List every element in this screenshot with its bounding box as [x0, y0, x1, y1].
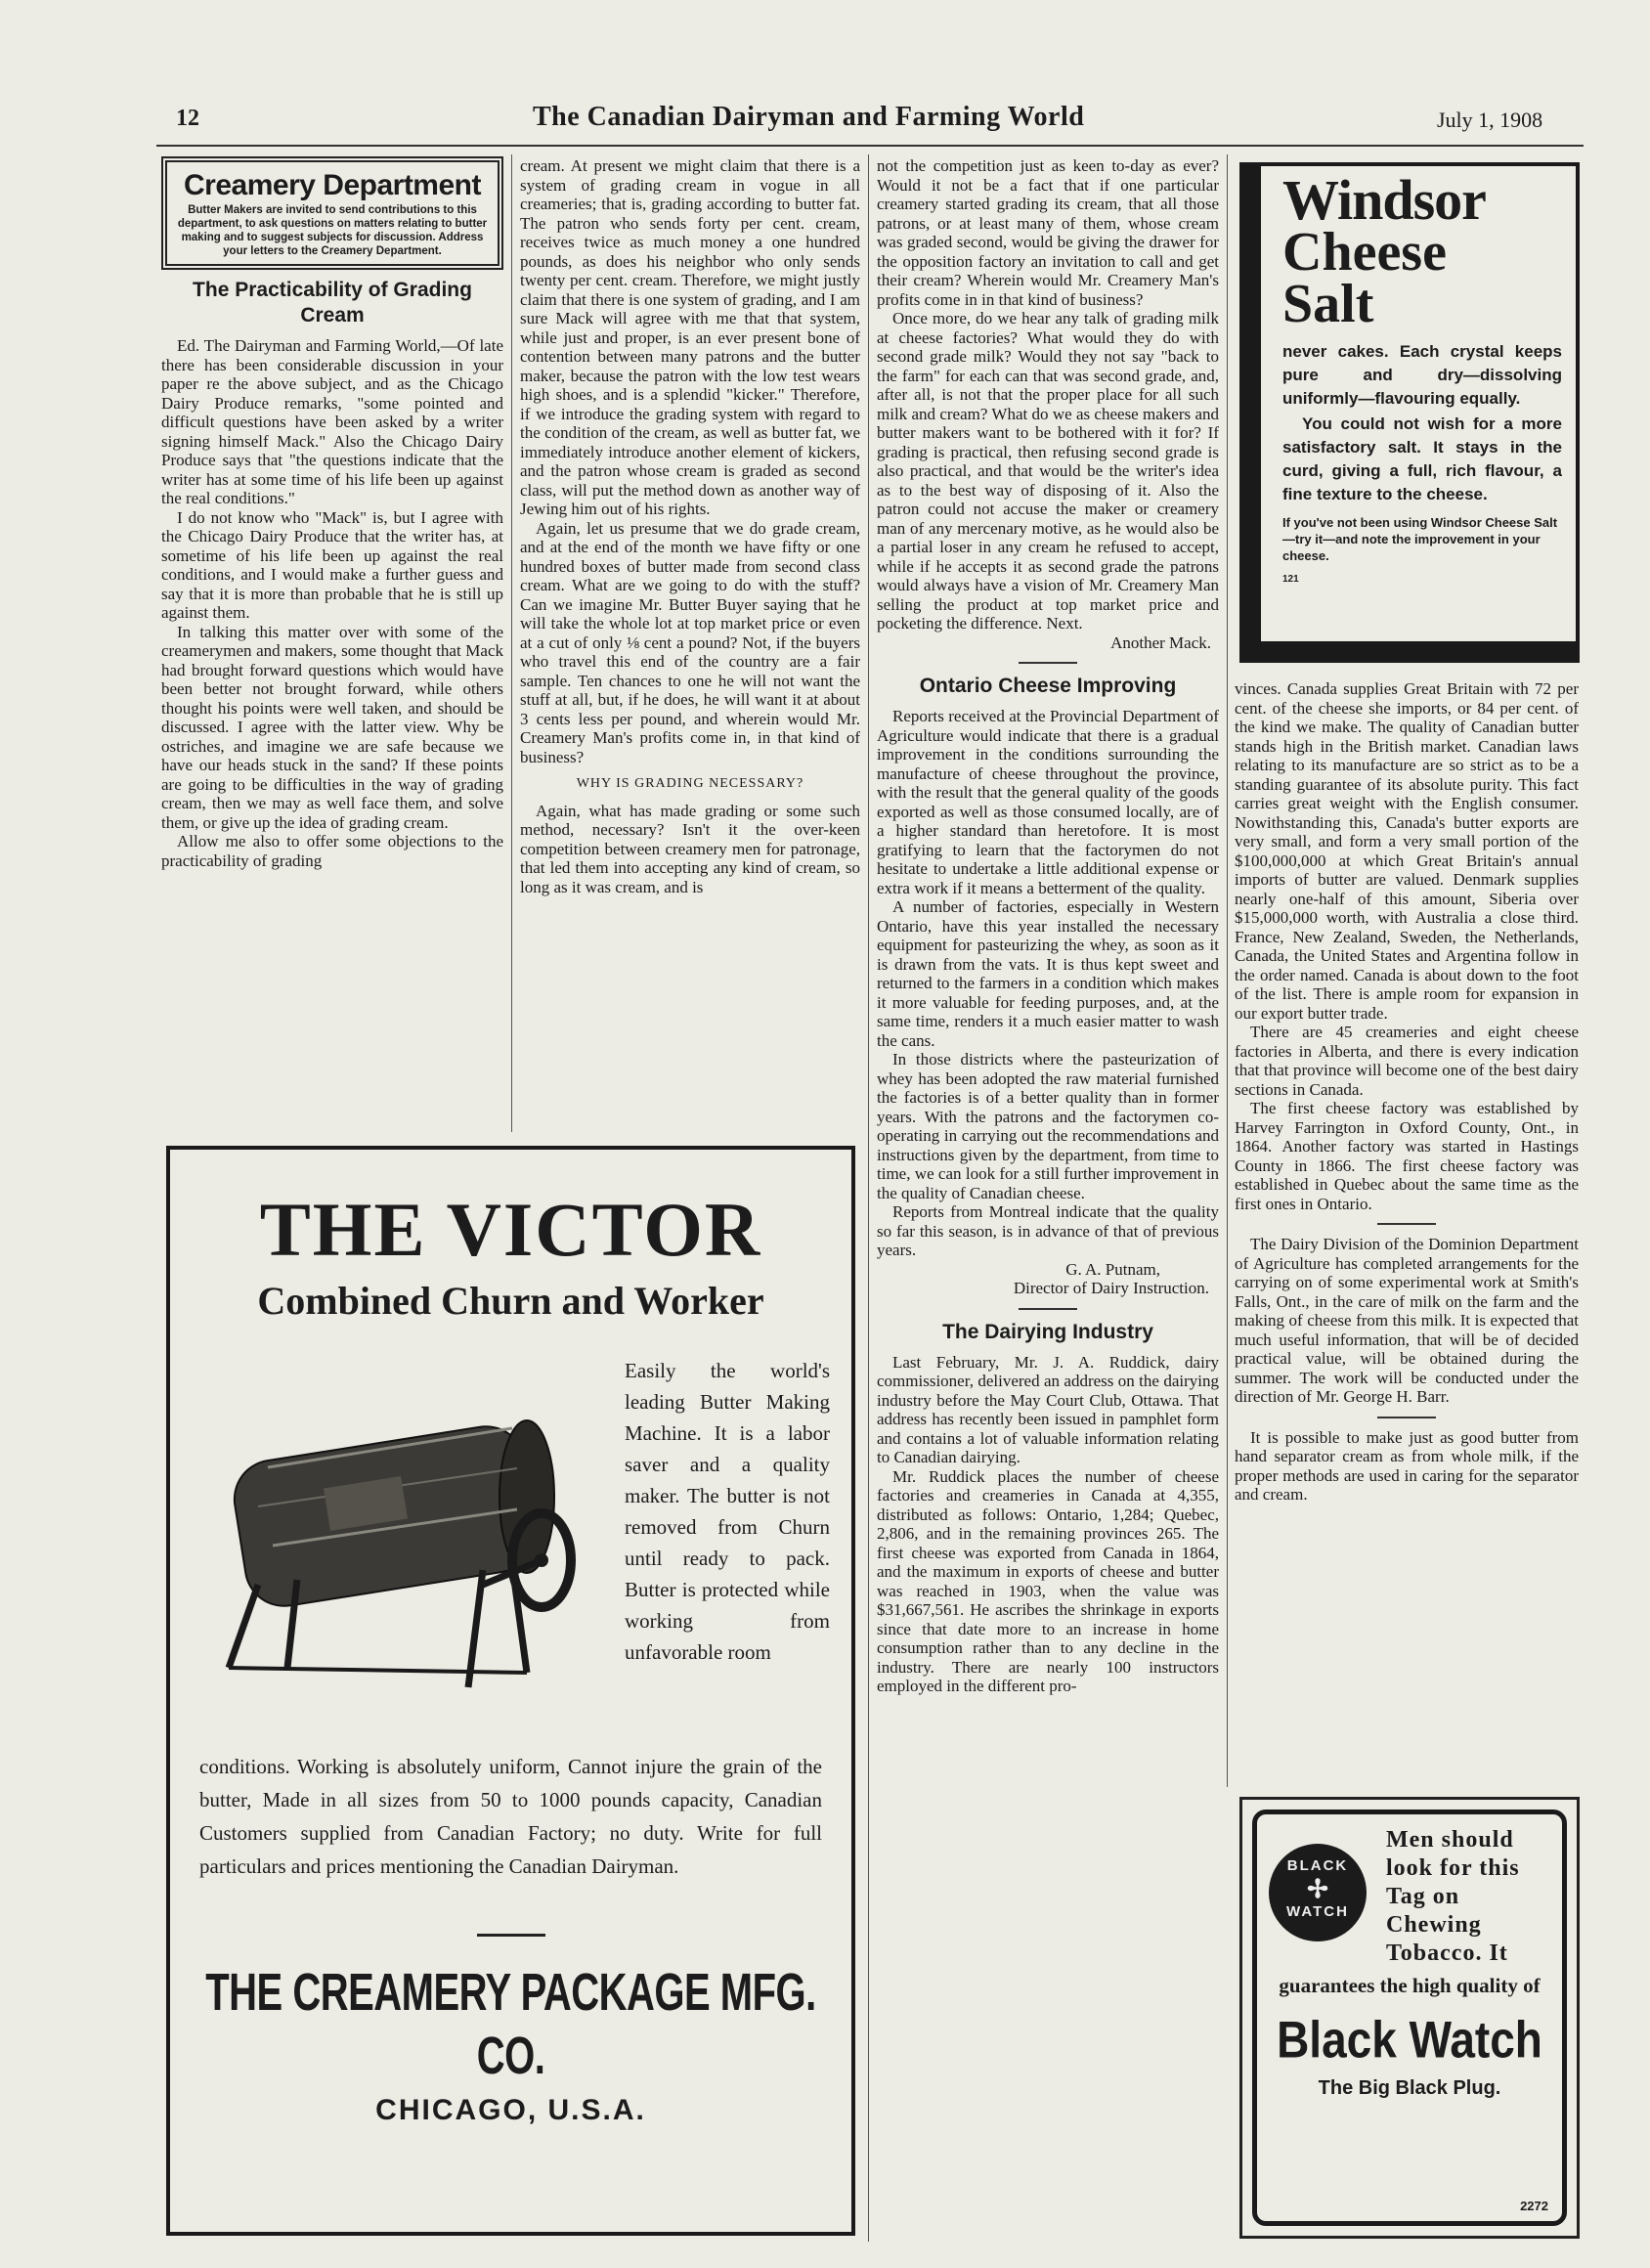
- churn-illustration: [190, 1374, 620, 1726]
- victor-body-copy: conditions. Working is absolutely uniform, Cannot injure the grain of the butter, Made in all sizes from 50 to 1000 pounds capacity, Canadian Customers supplied from Canadian Factory; no duty. Write for full particulars and prices mentioning the Canadian Dairyman.: [199, 1755, 822, 1878]
- black-watch-tag-icon: [1269, 1844, 1367, 1941]
- paragraph: The Dairy Division of the Dominion Department of Agriculture has completed arrangements for the carrying on of some experimental work at Smith's Falls, Ont., in the care of milk on the farm and the making of cheese from this milk. It is expected that much useful information, that will be of decided practical value, will be obtained during the summer. The work will be conducted under the direction of Mr. George H. Barr.: [1235, 1235, 1579, 1406]
- column-1: [161, 156, 503, 1129]
- victor-subtitle: Combined Churn and Worker: [257, 1279, 764, 1323]
- tag-text-top: BLACK: [1286, 1857, 1349, 1874]
- victor-title: THE VICTOR: [259, 1187, 762, 1272]
- page-number: 12: [176, 106, 199, 131]
- article-title: Ontario Cheese Improving: [919, 675, 1177, 697]
- black-watch-copy: Men should look for this Tag on Chewing Tobacco. It: [1386, 1827, 1520, 1966]
- black-watch-inner: [1252, 1810, 1567, 2226]
- victor-churn-ad: [166, 1146, 855, 2236]
- paragraph: There are 45 creameries and eight cheese factories in Alberta, and there is every indication that that province will become one of the best dairy sections in Canada.: [1235, 1023, 1579, 1099]
- paragraph: Once more, do we hear any talk of grading milk at cheese factories? What would they do with second grade milk? Would they not say "back to the farm" for each can that was second grade, and, after all, is not that the proper place for all such milk and cream? What do we as cheese makers and butter makers want to be bothered with it for? If grading is practical, then refusing second grade is also practical, and that would be the writer's idea as to the best way of disposing of it. Also the patron could not accuse the maker or creamery man of any mercenary motive, as he would also be a partial loser in any cream he refused to accept, while if he accepts it as second grade the patrons would always have a vision of Mr. Creamery Man selling the product at top market price and pocketing the difference. Next.: [877, 309, 1219, 632]
- column-divider: [1227, 154, 1228, 1787]
- divider-rule: [1377, 1223, 1436, 1225]
- department-title: Creamery Department: [184, 169, 481, 201]
- windsor-title: Windsor: [1282, 168, 1486, 232]
- victor-feature-block: [199, 1355, 830, 1736]
- paragraph: Ed. The Dairyman and Farming World,—Of late there has been considerable discussion in your paper re the above subject, and as the Chicago Dairy Produce remarks, "some pointed and difficult questions have been asked by a writer signing himself Mack." Also the Chicago Dairy Produce says that "the questions indicate that the writer has at some time of his life been up against the real conditions.": [161, 336, 503, 507]
- windsor-copy: never cakes. Each crystal keeps pure and dry—dissolving uniformly—flavouring equally.: [1282, 342, 1562, 408]
- signature-title: Director of Dairy Instruction.: [1013, 1279, 1209, 1297]
- column-divider: [868, 154, 869, 2242]
- tag-text-bottom: WATCH: [1286, 1903, 1349, 1920]
- issue-date: July 1, 1908: [1437, 108, 1543, 132]
- windsor-title-line3: Salt: [1282, 274, 1374, 334]
- divider-rule: [477, 1934, 545, 1937]
- paragraph: Reports received at the Provincial Department of Agriculture would indicate that there is a gradual improvement in the conditions surrounding the manufacture of cheese throughout the province, with the result that the general quality of the goods exported as well as those consumed locally, are of a higher standard than heretofore. It is most gratifying to learn that the factorymen do not hesitate to undertake a little additional expense or extra work if it means a betterment of the quality.: [877, 707, 1219, 897]
- divider-rule: [1019, 1308, 1077, 1310]
- divider-rule: [1019, 662, 1077, 664]
- paragraph: not the competition just as keen to-day as ever? Would it not be a fact that if one particular creamery started grading its cream, that all those patrons, or at least many of them, whose cream was graded second, would be giving the drawer for the opposition factory an invitation to call and get their cream? Wherein would Mr. Creamery Man's profits come in in that kind of business?: [877, 156, 1219, 309]
- paragraph: Mr. Ruddick places the number of cheese factories and creameries in Canada at 4,355, distributed as follows: Ontario, 1,284; Quebec, 2,806, and in the remaining provinces 265. The first cheese was exported from Canada in 1864, and the maximum in exports of cheese and butter was reached in 1903, when the value was $31,667,561. He ascribes the shrinkage in exports since that date more to an increase in home consumption rather than to any decline in the industry. There are nearly 100 instructors employed in the different pro-: [877, 1466, 1219, 1695]
- windsor-copy: You could not wish for a more satisfactory salt. It stays in the curd, giving a full, rich flavour, a fine texture to the cheese.: [1282, 414, 1562, 503]
- paragraph: In those districts where the pasteurization of whey has been adopted the raw material furnished the factories is of a better quality than in former years. With the patrons and the factorymen co-operating in carrying out the recommendations and instructions given by the department, from time to time, we can look for a still further improvement in the quality of Canadian cheese.: [877, 1050, 1219, 1202]
- tag-emblem: ✢: [1307, 1874, 1328, 1903]
- paragraph: I do not know who "Mack" is, but I agree with the Chicago Dairy Produce that the writer has, at sometime of his life been up against the real conditions, and I would make a further guess and say that it is more than probable that he is still up against them.: [161, 507, 503, 622]
- column-3: [877, 156, 1219, 2244]
- article-title: The Practicability of Grading Cream: [193, 279, 472, 327]
- column-divider: [511, 154, 512, 1132]
- paragraph: vinces. Canada supplies Great Britain with 72 per cent. of the cheese she imports, or 84 per cent. of the kind we make. The quality of Canadian butter stands high in the British market. Canadian laws relating to its manufacture are so strict as to be a standing guarantee of its absolute purity. This fact carries great weight with the English consumer. Nowithstanding this, Canada's butter exports are very small, and form a very small portion of the $100,000,000 at which Great Britain's annual imports of butter are valued. Denmark supplies nearly one-half of this amount, Siberia over $15,000,000 worth, with Australia a close third. France, New Zealand, Sweden, the Netherlands, Canada, the United States and Argentina follow in the order named. Canada is about down to the foot of the list. There is ample room for expansion in our export butter trade.: [1235, 679, 1579, 1023]
- paragraph: The first cheese factory was established by Harvey Farrington in Oxford County, Ont., in 1864. Another factory was started in Hastings County in 1866. The first cheese factory was established in Quebec about the same time as the first ones in Ontario.: [1235, 1099, 1579, 1213]
- paragraph: Allow me also to offer some objections to the practicability of grading: [161, 832, 503, 870]
- creamery-department-box: [161, 156, 503, 270]
- black-watch-guarantee: guarantees the high quality of: [1279, 1974, 1541, 1997]
- article-title: The Dairying Industry: [942, 1320, 1153, 1343]
- paragraph: Again, let us presume that we do grade cream, and at the end of the month we have fifty or one hundred boxes of butter made from second class cream. What are we going to do with the stuff? Can we imagine Mr. Butter Buyer saying that he will take the whole lot at top market price or even at a cut of only ⅛ cent a pound? Not, if the buyers who travel this end of the country are a fair sample. Ten chances to one he will not want the stuff at all, but, if he does, he will want it at about 3 cents less per pound, and wherein would Mr. Creamery Man's profits come in, in that kind of business?: [520, 518, 860, 766]
- masthead-title: The Canadian Dairyman and Farming World: [533, 102, 1085, 132]
- paragraph: Again, what has made grading or some such method, necessary? Isn't it the over-keen competition between creamery men for patronage, that led them into accepting any kind of cream, so long as it was cream, and is: [520, 801, 860, 896]
- victor-side-copy: Easily the world's leading Butter Making Machine. It is a labor saver and a quality maker. The butter is not removed from Churn until ready to pack. Butter is protected while working from unfavorable room: [625, 1359, 830, 1664]
- windsor-copy: If you've not been using Windsor Cheese Salt—try it—and note the improvement in your cheese.: [1282, 515, 1558, 563]
- column-2: [520, 156, 860, 1129]
- black-watch-ad: [1239, 1797, 1580, 2239]
- paragraph: In talking this matter over with some of the creamerymen and makers, some thought that Mack had brought forward questions which would have been better not brought forward, while others thought his points were well taken, and should be discussed. I agree with the latter view. Why be ostriches, and imagine we are safe because we have our heads stuck in the sand? If these points are going to be difficulties in the way of grading cream, then we may as well face them, and solve them, or give up the idea of grading cream.: [161, 622, 503, 832]
- paragraph: Last February, Mr. J. A. Ruddick, dairy commissioner, delivered an address on the dairying industry before the May Court Club, Ottawa. That address has recently been issued in pamphlet form and contains a lot of valuable information relating to Canadian dairying.: [877, 1352, 1219, 1466]
- company-city: CHICAGO, U.S.A.: [375, 2094, 646, 2126]
- signature-name: G. A. Putnam,: [1065, 1259, 1160, 1279]
- header-rule: [156, 145, 1584, 147]
- paragraph: Reports from Montreal indicate that the quality so far this season, is in advance of that of previous years.: [877, 1202, 1219, 1259]
- paragraph: A number of factories, especially in Western Ontario, have this year installed the necessary equipment for pasteurizing the whey, as soon as it is drawn from the vats. It is thus kept sweet and returned to the farmers in a condition which makes it more valuable for feeding purposes, and, at the same time, renders it a much easier matter to wash the cans.: [877, 897, 1219, 1050]
- divider-rule: [1377, 1417, 1436, 1418]
- column-4: [1235, 679, 1579, 1789]
- black-watch-brand: Black Watch: [1277, 2010, 1542, 2069]
- paragraph: It is possible to make just as good butter from hand separator cream as from whole milk, if the proper methods are used in caring for the separator and cream.: [1235, 1427, 1579, 1504]
- black-watch-tagline: The Big Black Plug.: [1318, 2077, 1501, 2099]
- signature: Another Mack.: [1110, 632, 1211, 652]
- company-name: THE CREAMERY PACKAGE MFG. CO.: [205, 1963, 816, 2086]
- ad-code: 2272: [1520, 2199, 1548, 2213]
- department-note: Butter Makers are invited to send contributions to this department, to ask questions on matters relating to butter making and to suggest subjects for discussion. Address your letters to the Creamery Department.: [177, 204, 488, 257]
- ad-code: 121: [1282, 574, 1299, 585]
- windsor-title-line2: Cheese: [1282, 222, 1447, 283]
- paragraph: cream. At present we might claim that there is a system of grading cream in vogue in all creameries; that is, grading according to butter fat. The patron who sends forty per cent. cream, receives twice as much money a one hundred pounds, as does his neighbor who only sends twenty per cent. cream. Therefore, we might justly claim that there is one system of grading, and I am sure Mack will agree with me that that system, while just and proper, is an ever present bone of contention between many patrons and the butter maker, because the patron with the low test wears high shoes, and is a splendid "kicker." Therefore, if we introduce the grading system with regard to the condition of the cream, as well as butter fat, we immediately introduce another element of kickers, and the patron whose cream is graded as second class, will put the method down as another way of Jewing him out of his rights.: [520, 156, 860, 518]
- windsor-salt-ad: [1239, 162, 1580, 663]
- subheading: WHY IS GRADING NECESSARY?: [576, 776, 804, 791]
